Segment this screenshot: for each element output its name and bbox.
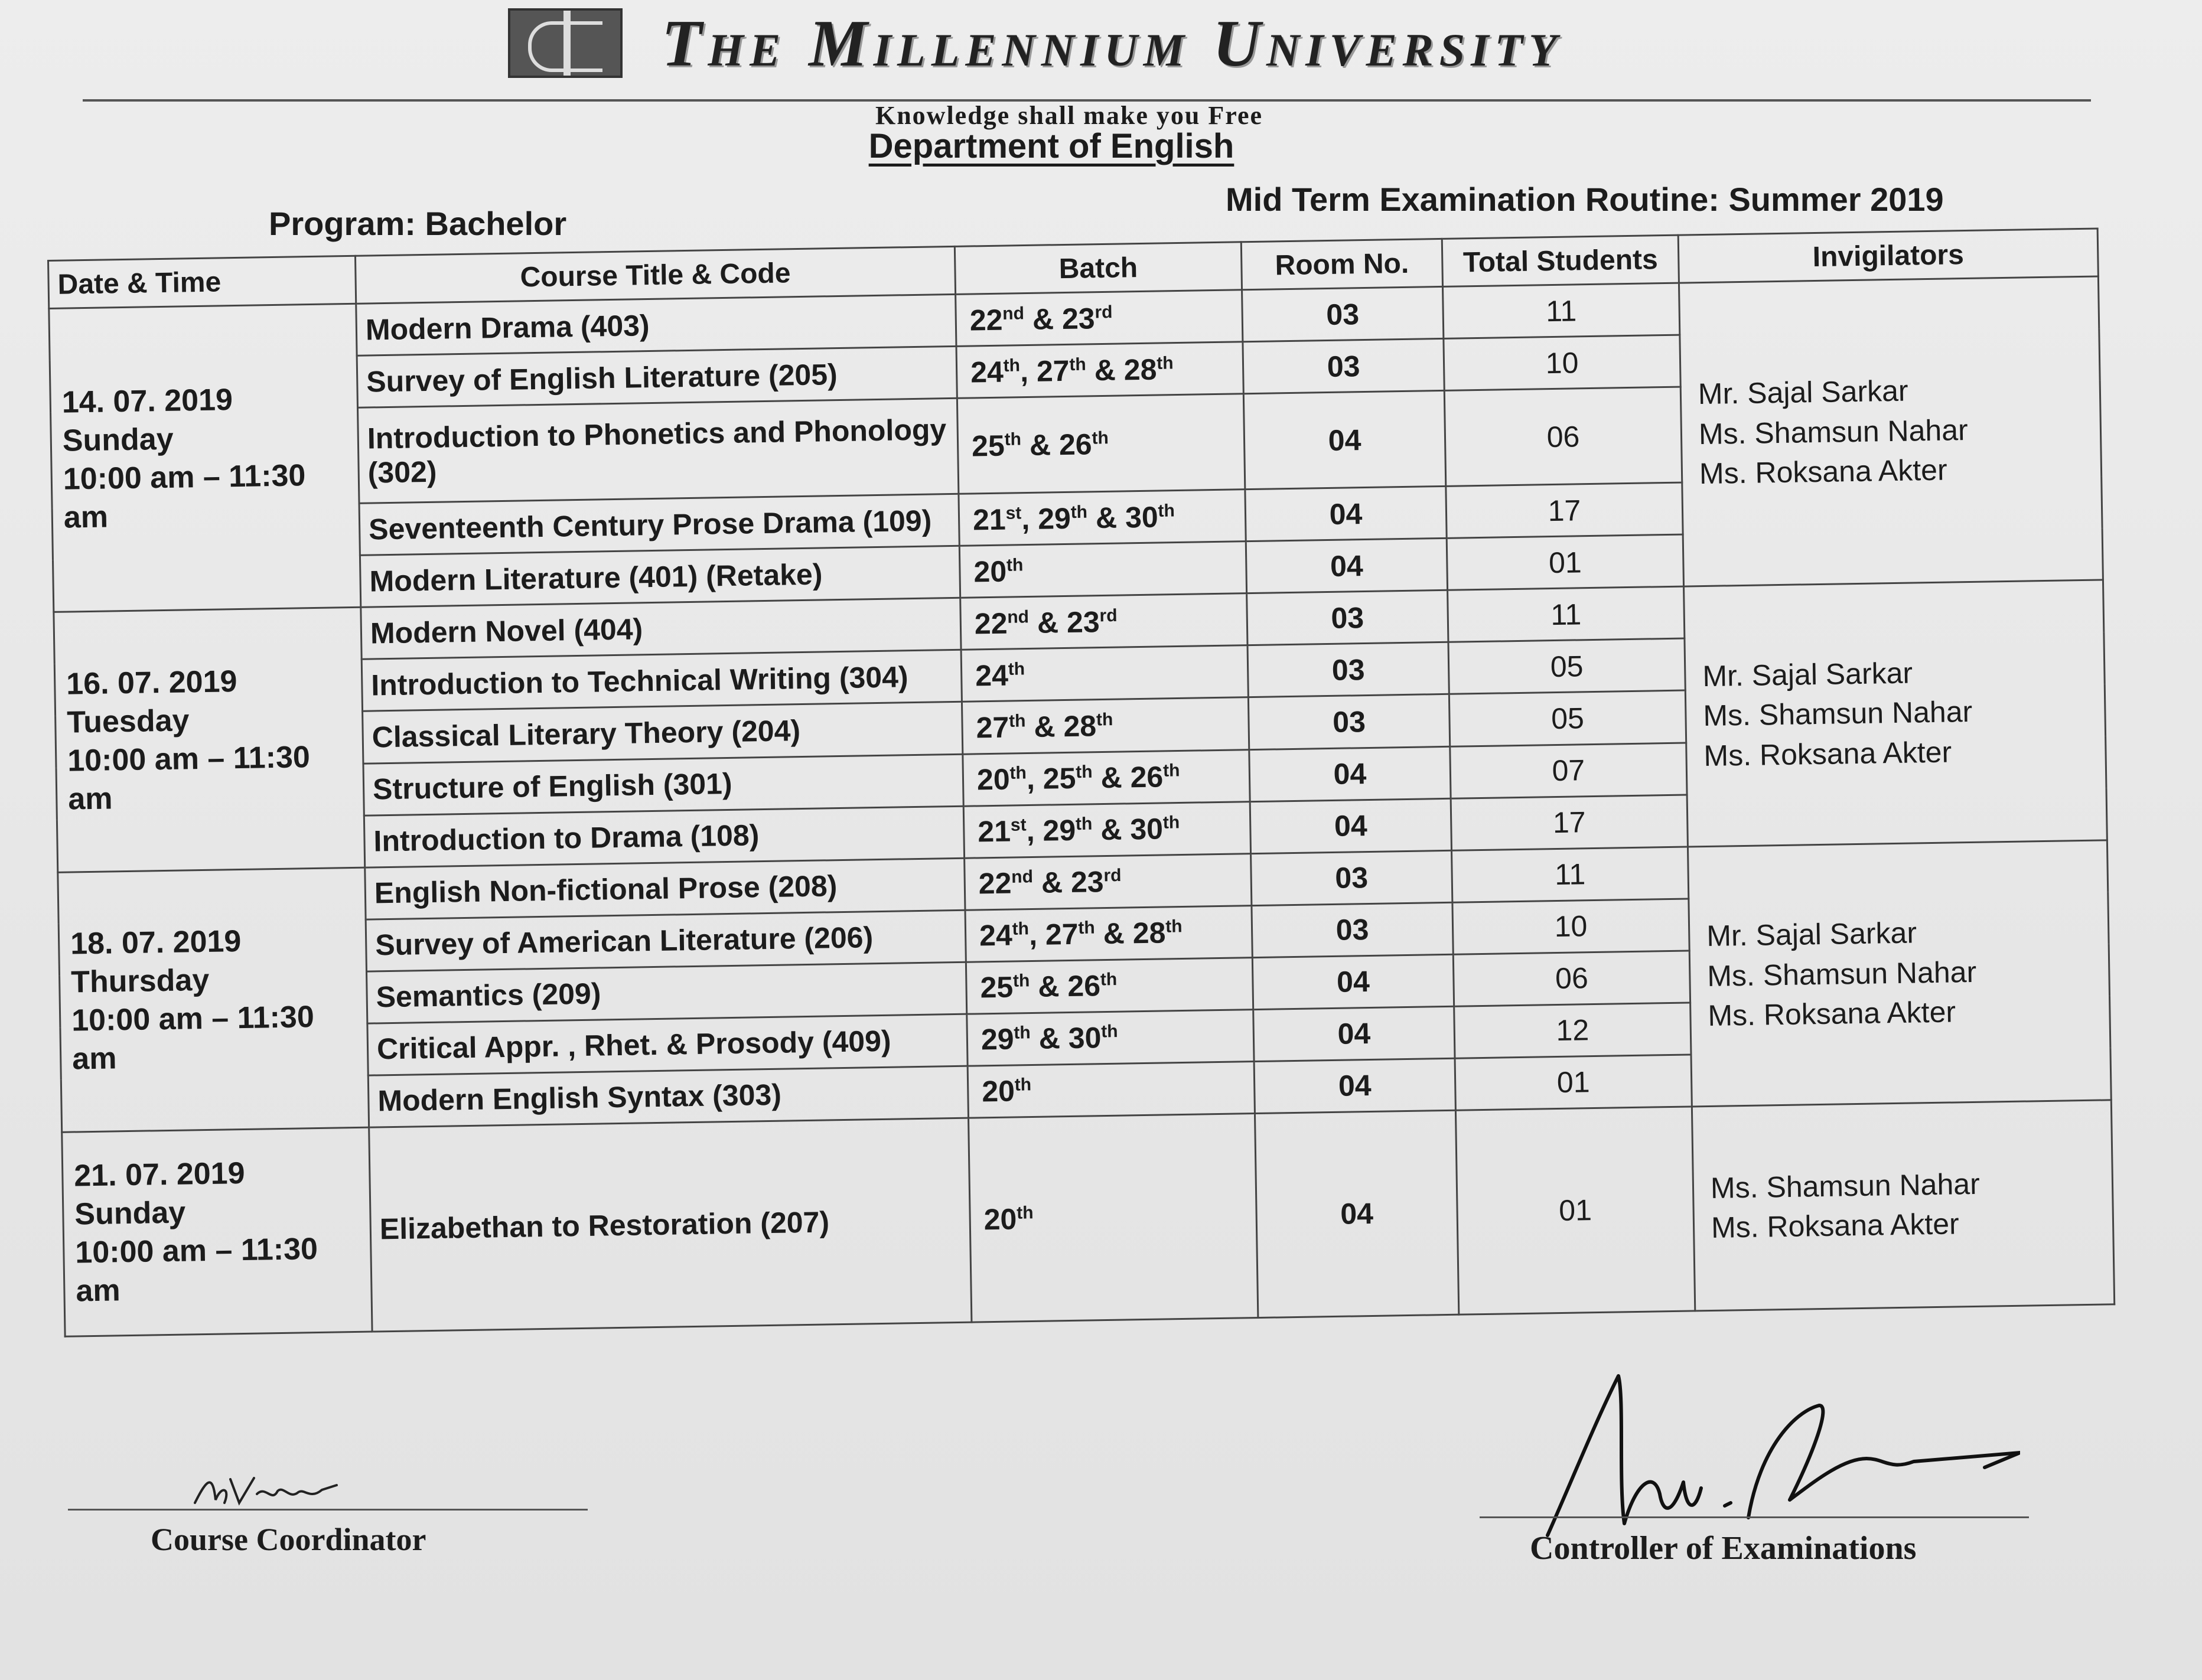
total-students-cell: 07 [1450, 743, 1687, 798]
batch-number: 29 [1043, 813, 1076, 847]
batch-ordinal-suffix: th [1075, 814, 1093, 834]
exam-date-time-cell [49, 304, 361, 612]
total-students-cell: 06 [1444, 387, 1682, 486]
header-invigilators: Invigilators [1678, 229, 2098, 283]
header-total-students: Total Students [1442, 235, 1679, 286]
batch-cell [965, 853, 1252, 910]
invigilator-name: Ms. Roksana Akter [1699, 453, 1948, 491]
course-title-cell: Introduction to Phonetics and Phonology (302) [357, 398, 958, 503]
room-number-cell: 03 [1251, 850, 1452, 905]
batch-ordinal-suffix: th [1008, 659, 1025, 679]
course-title-cell: Seventeenth Century Prose Drama (109) [359, 494, 959, 556]
batch-ordinal-suffix: th [1162, 761, 1180, 781]
invigilator-name: Ms. Shamsun Nahar [1698, 413, 1969, 451]
batch-number: 30 [1125, 500, 1159, 534]
batch-ordinal-suffix: th [1156, 353, 1174, 373]
batch-number: 30 [1129, 812, 1164, 846]
batch-ordinal-suffix: th [1075, 762, 1093, 782]
batch-ordinal-suffix: th [1092, 428, 1109, 448]
exam-date-time-cell [62, 1127, 372, 1336]
exam-date: 18. 07. 2019 [70, 924, 242, 961]
batch-number: & [1021, 428, 1060, 462]
batch-ordinal-suffix: th [1162, 813, 1180, 833]
invigilators-cell [1688, 840, 2111, 1107]
batch-ordinal-suffix: rd [1103, 866, 1122, 886]
batch-number: 28 [1123, 353, 1157, 386]
header-batch: Batch [955, 242, 1242, 295]
batch-cell [969, 1114, 1258, 1323]
invigilator-name: Mr. Sajal Sarkar [1698, 374, 1908, 411]
batch-ordinal-suffix: th [1012, 919, 1030, 940]
batch-cell [962, 697, 1249, 754]
invigilators-cell [1679, 276, 2103, 586]
course-title-cell: Semantics (209) [366, 962, 966, 1023]
exam-day: Sunday [62, 422, 174, 458]
total-students-cell: 06 [1453, 951, 1690, 1006]
batch-number: 25 [980, 970, 1014, 1004]
batch-number: 23 [1061, 301, 1096, 335]
coordinator-signature [189, 1467, 343, 1515]
exam-time: 10:00 am – 11:30 am [74, 1232, 318, 1309]
batch-ordinal-suffix: th [1100, 1022, 1118, 1042]
batch-number: 27 [1045, 917, 1079, 951]
course-title-cell: Structure of English (301) [363, 754, 963, 815]
room-number-cell: 04 [1255, 1110, 1458, 1317]
batch-ordinal-suffix: th [1003, 355, 1021, 376]
total-students-cell: 05 [1449, 690, 1686, 746]
batch-number: , [1026, 762, 1044, 796]
batch-number: 21 [977, 814, 1011, 849]
batch-number: 23 [1066, 605, 1100, 639]
course-title-cell: Critical Appr. , Rhet. & Prosody (409) [367, 1014, 968, 1075]
exam-day: Sunday [74, 1196, 186, 1232]
total-students-cell: 10 [1444, 335, 1680, 390]
invigilator-name: Mr. Sajal Sarkar [1706, 916, 1917, 953]
batch-number: 23 [1070, 865, 1105, 899]
batch-ordinal-suffix: th [1158, 501, 1175, 521]
batch-ordinal-suffix: th [1004, 429, 1022, 449]
course-title-cell: Elizabethan to Restoration (207) [369, 1118, 972, 1332]
coordinator-signature-line [68, 1509, 588, 1511]
university-name: The Millennium University [662, 7, 1563, 80]
batch-ordinal-suffix: th [1078, 918, 1095, 938]
batch-number: 22 [969, 303, 1003, 337]
invigilator-name: Ms. Shamsun Nahar [1710, 1167, 1981, 1205]
batch-ordinal-suffix: th [1100, 970, 1118, 990]
batch-ordinal-suffix: th [1009, 763, 1027, 783]
batch-ordinal-suffix: th [1006, 555, 1024, 575]
university-logo [508, 8, 623, 78]
course-title-cell: Classical Literary Theory (204) [363, 702, 963, 764]
university-motto: Knowledge shall make you Free [875, 101, 1263, 130]
batch-number: , [1021, 502, 1038, 536]
batch-number: & [1032, 866, 1071, 900]
department-title: Department of English [868, 127, 1234, 165]
invigilator-name: Ms. Roksana Akter [1711, 1207, 1960, 1245]
batch-ordinal-suffix: rd [1095, 302, 1113, 322]
batch-number: & [1087, 501, 1126, 535]
batch-number: 20 [983, 1202, 1017, 1237]
exam-day: Thursday [70, 963, 210, 1000]
batch-number: 25 [971, 429, 1005, 463]
invigilator-name: Ms. Shamsun Nahar [1706, 955, 1977, 993]
batch-ordinal-suffix: th [1069, 354, 1086, 374]
total-students-cell: 11 [1451, 847, 1688, 902]
invigilator-name: Ms. Roksana Akter [1708, 995, 1956, 1033]
batch-number: 25 [1043, 761, 1076, 795]
invigilator-name: Ms. Roksana Akter [1703, 735, 1952, 772]
batch-number: & [1086, 353, 1125, 387]
batch-ordinal-suffix: st [1010, 815, 1027, 835]
batch-ordinal-suffix: th [1165, 916, 1183, 937]
course-coordinator-label: Course Coordinator [151, 1522, 426, 1557]
room-number-cell: 04 [1246, 539, 1447, 593]
batch-cell [967, 1009, 1254, 1066]
exam-date: 14. 07. 2019 [61, 382, 233, 420]
room-number-cell: 04 [1250, 798, 1451, 853]
batch-ordinal-suffix: th [1008, 711, 1026, 731]
batch-number: , [1028, 918, 1046, 952]
course-title-cell: Modern Drama (403) [356, 294, 956, 355]
course-title-cell: Modern Novel (404) [361, 598, 961, 660]
schedule-table-wrapper [47, 227, 2113, 1337]
batch-number: 28 [1063, 709, 1097, 743]
total-students-cell: 17 [1451, 795, 1688, 850]
batch-number: & [1030, 1022, 1069, 1056]
batch-cell [957, 394, 1245, 494]
room-number-cell: 04 [1249, 746, 1451, 801]
routine-title: Mid Term Examination Routine: Summer 2019 [1226, 181, 1944, 218]
batch-number: 22 [978, 866, 1012, 901]
batch-number: 24 [970, 355, 1004, 389]
room-number-cell: 03 [1243, 338, 1444, 393]
batch-number: 26 [1058, 427, 1093, 461]
exam-date: 21. 07. 2019 [73, 1156, 245, 1193]
batch-cell [959, 490, 1246, 546]
total-students-cell: 05 [1448, 638, 1685, 694]
batch-number: 24 [975, 658, 1009, 693]
batch-ordinal-suffix: nd [1007, 607, 1030, 627]
batch-number: 30 [1068, 1021, 1102, 1055]
room-number-cell: 04 [1254, 1058, 1455, 1113]
batch-ordinal-suffix: th [1070, 502, 1088, 522]
room-number-cell: 04 [1243, 391, 1446, 490]
batch-cell [965, 905, 1252, 962]
batch-ordinal-suffix: th [1014, 1023, 1031, 1043]
batch-number: & [1092, 761, 1131, 795]
batch-number: & [1028, 605, 1067, 640]
total-students-cell: 01 [1455, 1055, 1692, 1110]
exam-time: 10:00 am – 11:30 am [67, 740, 311, 817]
batch-number: 28 [1132, 916, 1166, 950]
batch-ordinal-suffix: th [1012, 971, 1030, 991]
batch-cell [966, 957, 1253, 1014]
exam-time: 10:00 am – 11:30 am [71, 1000, 315, 1076]
controller-signature-line [1480, 1516, 2029, 1518]
invigilator-name: Ms. Shamsun Nahar [1703, 695, 1973, 733]
batch-cell [963, 801, 1250, 858]
exam-date: 16. 07. 2019 [66, 664, 237, 702]
table-row [62, 1100, 2115, 1336]
total-students-cell: 10 [1452, 899, 1689, 954]
batch-ordinal-suffix: nd [1011, 867, 1034, 888]
room-number-cell: 03 [1247, 642, 1449, 697]
batch-number: 26 [1130, 760, 1164, 794]
room-number-cell: 03 [1242, 286, 1444, 341]
exam-date-time-cell [54, 608, 365, 872]
batch-cell [956, 342, 1243, 399]
batch-number: 21 [972, 503, 1006, 537]
header-date-time: Date & Time [48, 256, 356, 308]
batch-ordinal-suffix: nd [1002, 303, 1025, 324]
invigilators-cell [1692, 1100, 2114, 1311]
batch-number: 20 [973, 554, 1007, 589]
program-label: Program: Bachelor [269, 205, 567, 242]
batch-number: 20 [981, 1074, 1015, 1108]
invigilators-cell [1684, 580, 2107, 846]
header-room: Room No. [1241, 239, 1442, 289]
invigilator-name: Mr. Sajal Sarkar [1702, 656, 1913, 693]
batch-number: & [1095, 916, 1133, 951]
batch-number: 24 [979, 918, 1013, 952]
total-students-cell: 01 [1455, 1107, 1695, 1314]
exam-date-time-cell [58, 867, 369, 1132]
course-title-cell: Modern English Syntax (303) [368, 1066, 968, 1127]
exam-day: Tuesday [66, 703, 190, 740]
total-students-cell: 11 [1448, 586, 1685, 642]
batch-number: 26 [1067, 969, 1101, 1003]
batch-number: & [1024, 302, 1063, 336]
total-students-cell: 17 [1446, 482, 1683, 538]
course-title-cell: Introduction to Technical Writing (304) [361, 650, 962, 712]
batch-ordinal-suffix: th [1096, 710, 1113, 730]
schedule-body [49, 276, 2115, 1336]
batch-number: , [1019, 354, 1037, 388]
batch-ordinal-suffix: st [1005, 503, 1022, 523]
course-title-cell: Survey of English Literature (205) [357, 346, 957, 407]
batch-number: 22 [974, 606, 1008, 641]
course-title-cell: Modern Literature (401) (Retake) [360, 546, 960, 608]
batch-number: , [1026, 814, 1043, 848]
batch-cell [963, 749, 1250, 806]
course-title-cell: Introduction to Drama (108) [364, 806, 964, 867]
batch-cell [960, 593, 1247, 650]
batch-number: 20 [976, 762, 1011, 797]
batch-cell [956, 290, 1243, 347]
room-number-cell: 04 [1245, 487, 1447, 541]
total-students-cell: 01 [1447, 534, 1683, 590]
room-number-cell: 03 [1248, 694, 1449, 749]
batch-ordinal-suffix: rd [1099, 605, 1118, 626]
batch-number: & [1030, 970, 1068, 1004]
batch-number: 27 [976, 710, 1009, 745]
batch-cell [961, 645, 1248, 702]
room-number-cell: 04 [1253, 1006, 1455, 1061]
batch-ordinal-suffix: th [1014, 1075, 1032, 1095]
batch-cell [968, 1061, 1255, 1118]
controller-of-examinations-label: Controller of Examinations [1530, 1530, 1917, 1567]
room-number-cell: 03 [1247, 591, 1448, 645]
batch-number: & [1092, 813, 1131, 847]
total-students-cell: 12 [1454, 1003, 1691, 1058]
batch-ordinal-suffix: th [1016, 1203, 1034, 1224]
room-number-cell: 03 [1252, 902, 1453, 957]
schedule-table [47, 227, 2115, 1337]
room-number-cell: 04 [1252, 954, 1454, 1009]
course-title-cell: English Non-fictional Prose (208) [365, 858, 965, 919]
batch-cell [959, 541, 1246, 598]
batch-number: 29 [981, 1022, 1014, 1056]
exam-time: 10:00 am – 11:30 am [63, 458, 306, 535]
course-title-cell: Survey of American Literature (206) [366, 910, 966, 971]
total-students-cell: 11 [1443, 283, 1680, 338]
batch-number: 27 [1036, 354, 1070, 388]
batch-number: & [1025, 710, 1064, 744]
batch-number: 29 [1037, 501, 1071, 536]
header-course: Course Title & Code [355, 246, 955, 304]
